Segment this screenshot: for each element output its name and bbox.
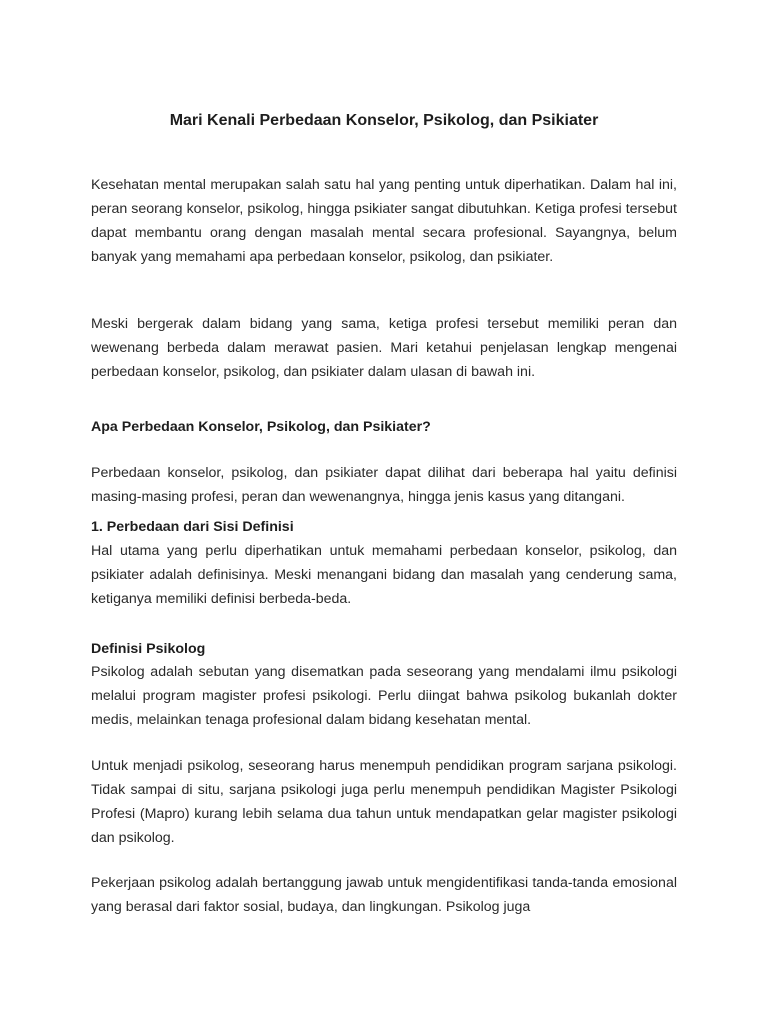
psikolog-paragraph-3: Pekerjaan psikolog adalah bertanggung jawab untuk mengidentifikasi tanda-tanda emosional yang berasal dari faktor sosial, budaya, dan lingkungan. Psikolog juga: [91, 875, 677, 915]
section-heading: Apa Perbedaan Konselor, Psikolog, dan Psikiater?: [91, 419, 431, 435]
section-intro-paragraph: Perbedaan konselor, psikolog, dan psikiater dapat dilihat dari beberapa hal yaitu definisi masing-masing profesi, peran dan wewenangnya, hingga jenis kasus yang ditangani.: [91, 465, 677, 505]
psikolog-paragraph-1: Psikolog adalah sebutan yang disematkan pada seseorang yang mendalami ilmu psikologi melalui program magister profesi psikologi. Perlu diingat bahwa psikolog bukanlah dokter medis, melainkan tenaga profesional dalam bidang kesehatan mental.: [91, 664, 677, 728]
subheading-psikolog: Definisi Psikolog: [91, 641, 206, 657]
psikolog-paragraph-2: Untuk menjadi psikolog, seseorang harus menempuh pendidikan program sarjana psikologi. Tidak sampai di situ, sarjana psikologi juga perlu menempuh pendidikan Magister Psikologi Profesi (Mapro) kurang lebih selama dua tahun untuk mendapatkan gelar magister psikologi dan psikolog.: [91, 758, 677, 846]
intro-paragraph-1: Kesehatan mental merupakan salah satu hal yang penting untuk diperhatikan. Dalam hal ini, peran seorang konselor, psikolog, hingga psikiater sangat dibutuhkan. Ketiga profesi tersebut dapat membantu orang dengan masalah mental secara profesional. Sayangnya, belum banyak yang memahami apa perbedaan konselor, psikolog, dan psikiater.: [91, 177, 677, 265]
definition-paragraph: Hal utama yang perlu diperhatikan untuk memahami perbedaan konselor, psikolog, dan psikiater adalah definisinya. Meski menangani bidang dan masalah yang cenderung sama, ketiganya memiliki definisi berbeda-beda.: [91, 543, 677, 607]
subheading-definition: 1. Perbedaan dari Sisi Definisi: [91, 519, 294, 535]
document-title: Mari Kenali Perbedaan Konselor, Psikolog, dan Psikiater: [169, 112, 599, 129]
intro-paragraph-2: Meski bergerak dalam bidang yang sama, ketiga profesi tersebut memiliki peran dan wewenang berbeda dalam merawat pasien. Mari ketahui penjelasan lengkap mengenai perbedaan konselor, psikolog, dan psikiater dalam ulasan di bawah ini.: [91, 316, 677, 380]
